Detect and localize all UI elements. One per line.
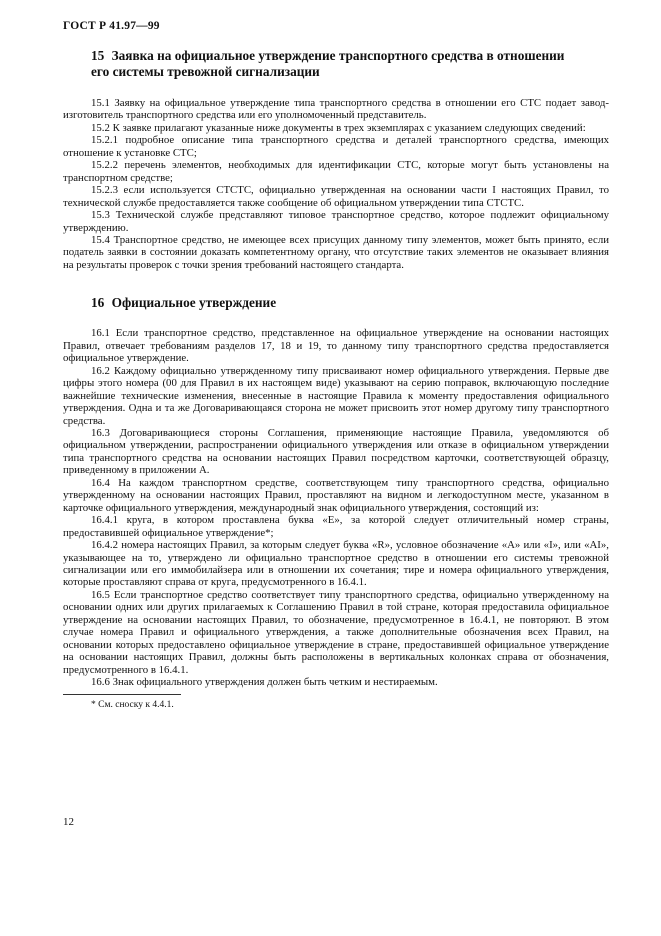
section-16-number: 16 — [91, 295, 105, 311]
paragraph: 16.2 Каждому официально утвержденному типу присваивают номер официального утверждения. Первые две цифры этого номера (00 для Правил в их настоящем виде) указывают на серию поправок, включающую последние важнейшие технические изменения, внесенные в настоящие Правила к моменту предоставления официального утверждения. Одна и та же Договаривающаяся сторона не может присвоить этот номер другому типу транспортного средства. — [63, 364, 609, 427]
paragraph: 16.3 Договаривающиеся стороны Соглашения, применяющие настоящие Правила, уведомляются об официальном утверждении, распространении официального утверждения или отказе в официальном утверждении типа транспортного средства на основании настоящих Правил посредством карточки, соответствующей образцу, приведенному в приложении А. — [63, 426, 609, 477]
footnote-divider — [63, 694, 181, 695]
paragraph: 16.4.2 номера настоящих Правил, за которым следует буква «R», условное обозначение «А» или «I», или «AI», указывающее на то, утверждено ли официально транспортное средство в отношении его системы тревожной сигнализации или его иммобилайзера или в отношении их сочетания; тире и номера официального утверждения, которые проставляют справа от круга, предусмотренного в 16.4.1. — [63, 539, 609, 589]
paragraph: 16.4 На каждом транспортном средстве, соответствующем типу транспортного средства, официально утвержденному на основании настоящих Правил, проставляют на видном и легкодоступном месте, указанном в карточке официального утверждения, международный знак официального утверждения, состоящий из: — [63, 476, 609, 514]
page-number: 12 — [63, 816, 74, 828]
page-content — [63, 48, 609, 711]
section-16-title: Официальное утверждение — [111, 295, 277, 311]
paragraph: 15.2 К заявке прилагают указанные ниже документы в трех экземплярах с указанием следующих сведений: — [91, 121, 586, 134]
paragraph: 16.4.1 круга, в котором проставлена буква «Е», за которой следует отличительный номер страны, предоставившей официальное утверждение*; — [63, 514, 609, 539]
paragraph: 15.4 Транспортное средство, не имеющее всех присущих данному типу элементов, может быть принято, если податель заявки в состоянии доказать компетентному органу, что отсутствие таких элементов не оказывает влияния на результаты проверок с точки зрения требований настоящего стандарта. — [63, 233, 609, 271]
paragraph: 16.6 Знак официального утверждения должен быть четким и нестираемым. — [91, 676, 438, 689]
paragraph: 16.5 Если транспортное средство соответствует типу транспортного средства, официально утвержденному на основании одних или других прилагаемых к Соглашению Правил в той стране, которая предоставила официальное утверждение на основании настоящих Правил, то обозначение, предусмотренное в 16.4.1, не повторяют. В этом случае номера Правил и официального утверждения, а также дополнительные обозначения всех Правил, на основании которых предоставлено официальное утверждение в стране, предоставившей официальное утверждение на основании настоящих Правил, должны быть расположены в вертикальных колонках справа от обозначения, предусмотренного в 16.4.1. — [63, 588, 609, 676]
document-header: ГОСТ Р 41.97—99 — [63, 20, 160, 32]
section-15-heading — [63, 48, 609, 80]
paragraph: 15.3 Технической службе представляют типовое транспортное средство, которое подлежит официальному утверждению. — [63, 209, 609, 234]
section-15-title-line2: его системы тревожной сигнализации — [91, 64, 320, 79]
paragraph: 15.2.1 подробное описание типа транспортного средства и деталей транспортного средства, имеющих отношение к установке СТС; — [63, 134, 609, 159]
section-15-number: 15 — [91, 48, 105, 63]
section-15-title-line1: Заявка на официальное утверждение транспортного средства в отношении — [111, 48, 565, 63]
paragraph: 15.2.2 перечень элементов, необходимых для идентификации СТС, которые могут быть установлены на транспортном средстве; — [63, 159, 609, 184]
section-16-heading — [63, 295, 609, 311]
paragraph: 15.1 Заявку на официальное утверждение типа транспортного средства в отношении его СТС подает завод-изготовитель транспортного средства или его уполномоченный представитель. — [63, 97, 609, 122]
paragraph: 15.2.3 если используется СТСТС, официально утвержденная на основании части I настоящих Правил, то технической службе предоставляется также сообщение об официальном утверждении типа СТСТС. — [63, 184, 609, 209]
paragraph: 16.1 Если транспортное средство, представленное на официальное утверждение на основании настоящих Правил, отвечает требованиям разделов 17, 18 и 19, то данному типу транспортного средства предоставляется официальное утверждение. — [63, 327, 609, 365]
footnote: * См. сноску к 4.4.1. — [91, 700, 174, 711]
